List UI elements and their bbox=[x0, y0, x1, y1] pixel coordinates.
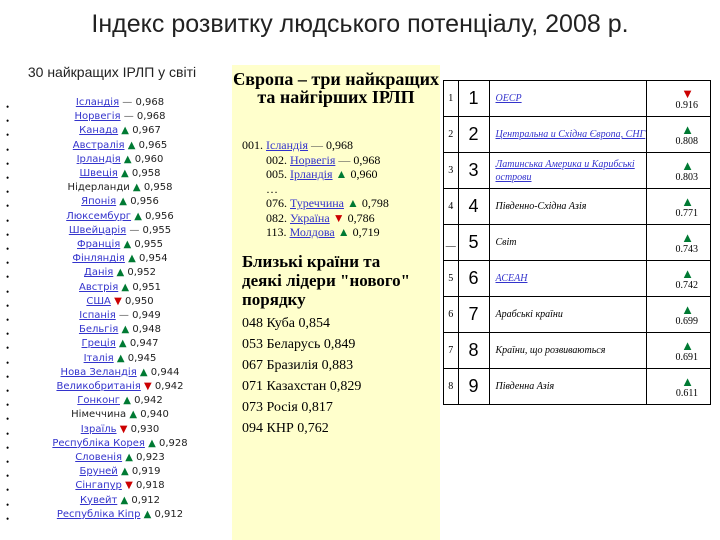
top30-heading: 30 найкращих ІРЛП у світі bbox=[27, 64, 197, 80]
row-index: 7 bbox=[444, 333, 459, 369]
region-link[interactable]: Латинська Америка и Карибські острови bbox=[495, 158, 635, 183]
country-link[interactable]: Ісландія bbox=[266, 138, 309, 152]
hdi-value: 0,968 bbox=[135, 97, 165, 108]
hdi-value: 0,923 bbox=[136, 452, 165, 463]
europe-panel bbox=[232, 65, 440, 540]
country-link[interactable]: Австралія bbox=[72, 139, 125, 151]
page-title: Індекс розвитку людського потенціалу, 2008 р. bbox=[91, 10, 629, 38]
europe-row bbox=[266, 182, 278, 196]
close-countries-heading: Близькі країни та деякі лідери "нового" порядку bbox=[242, 252, 411, 309]
trend-up-icon: ▲ bbox=[121, 281, 130, 293]
hdi-value: 0,960 bbox=[134, 153, 164, 165]
trend-up-icon: ▲ bbox=[116, 352, 125, 364]
region-row bbox=[444, 81, 711, 117]
hdi-value: 0,958 bbox=[131, 168, 161, 179]
region-name: Світ bbox=[495, 237, 517, 248]
bullet: • bbox=[6, 187, 10, 198]
country-row bbox=[20, 337, 220, 350]
country-link[interactable]: Україна bbox=[290, 210, 330, 225]
hdi-value: 0,965 bbox=[138, 139, 168, 151]
hdi-value: 0,940 bbox=[140, 409, 169, 421]
country-link[interactable]: Гонконг bbox=[77, 395, 120, 407]
country-row bbox=[20, 139, 220, 152]
country-link[interactable]: Австрія bbox=[79, 281, 119, 293]
country-link[interactable]: Італія bbox=[83, 352, 114, 364]
hdi-value: 0,928 bbox=[159, 437, 188, 449]
hdi-value: 0,719 bbox=[352, 225, 380, 239]
trend-up-icon: ▲ bbox=[121, 168, 129, 179]
country-link[interactable]: Сінгапур bbox=[75, 480, 122, 492]
bullet: • bbox=[6, 499, 10, 510]
hdi-value: 0,968 bbox=[353, 152, 381, 167]
europe-row bbox=[266, 167, 377, 181]
country-row bbox=[20, 124, 220, 137]
trend-up-icon: ▲ bbox=[148, 437, 156, 449]
hdi-value: 0,948 bbox=[132, 324, 162, 336]
trend-up-icon: ▲ bbox=[123, 239, 132, 250]
hdi-value: 0,968 bbox=[326, 138, 354, 152]
country-row bbox=[20, 210, 220, 223]
bullet: • bbox=[6, 400, 10, 411]
country-row bbox=[20, 295, 220, 308]
region-name: Південна Азія bbox=[495, 381, 555, 392]
region-value-cell bbox=[646, 153, 710, 189]
hdi-value: 0,955 bbox=[134, 239, 163, 250]
trend-up-icon: ▲ bbox=[125, 452, 133, 463]
country-link[interactable]: Ісландія bbox=[75, 97, 120, 108]
country-row bbox=[20, 408, 220, 421]
region-row bbox=[444, 153, 711, 189]
country-row bbox=[20, 181, 220, 194]
country-row bbox=[20, 394, 220, 407]
trend-eq-icon: — bbox=[311, 138, 324, 152]
regions-table bbox=[443, 80, 711, 405]
country-link[interactable]: Ірландія bbox=[76, 153, 121, 165]
country-row bbox=[20, 494, 220, 507]
hdi-value: 0,951 bbox=[132, 281, 161, 293]
region-name-cell bbox=[489, 369, 646, 405]
trend-eq-icon: — bbox=[338, 152, 351, 167]
trend-up-icon: ▲ bbox=[335, 167, 348, 181]
region-value-cell bbox=[646, 81, 710, 117]
region-name: Країни, що розвиваються bbox=[495, 345, 606, 356]
arrow-up-icon: ▲ bbox=[681, 121, 694, 137]
country-link[interactable]: Швеція bbox=[79, 168, 118, 179]
trend-eq-icon: — bbox=[123, 111, 134, 123]
bullet: • bbox=[6, 471, 10, 482]
region-hdi: 0.611 bbox=[675, 387, 698, 399]
trend-up-icon: ▲ bbox=[118, 338, 127, 350]
country-link[interactable]: Ізраїль bbox=[80, 423, 117, 435]
country-link[interactable]: Великобританія bbox=[56, 381, 141, 392]
country-link[interactable]: Канада bbox=[79, 125, 119, 137]
europe-row bbox=[242, 138, 353, 152]
country-link[interactable]: Франція bbox=[77, 239, 121, 250]
europe-row bbox=[266, 225, 380, 239]
hdi-value: 0,919 bbox=[131, 466, 161, 478]
trend-dn-icon: ▼ bbox=[144, 381, 152, 392]
trend-dn-icon: ▼ bbox=[114, 295, 122, 307]
close-country-row: 067 Бразилія 0,883 bbox=[242, 358, 354, 373]
rank-number: 076. bbox=[266, 196, 287, 210]
region-name-cell bbox=[489, 333, 646, 369]
country-row bbox=[20, 423, 220, 436]
country-link[interactable]: Бельгія bbox=[78, 324, 119, 336]
region-link[interactable]: АСЕАН bbox=[495, 273, 528, 284]
trend-dn-icon: ▼ bbox=[332, 210, 345, 225]
region-name-cell bbox=[489, 261, 646, 297]
country-row bbox=[20, 352, 220, 365]
country-name: Німеччина bbox=[71, 409, 127, 421]
bullet: • bbox=[6, 258, 10, 269]
bullet: • bbox=[6, 343, 10, 354]
region-value-cell bbox=[646, 225, 710, 261]
country-link[interactable]: Ірландія bbox=[290, 167, 333, 181]
country-link[interactable]: Данія bbox=[84, 267, 114, 279]
bullet: • bbox=[6, 414, 10, 425]
trend-up-icon: ▲ bbox=[119, 196, 127, 208]
country-row bbox=[20, 110, 220, 123]
hdi-value: 0,930 bbox=[130, 423, 160, 435]
bullet: • bbox=[6, 158, 10, 169]
country-row bbox=[20, 366, 220, 379]
region-hdi: 0.743 bbox=[675, 243, 698, 255]
region-link[interactable]: Центральна и Східна Європа, СНГ bbox=[495, 129, 646, 140]
region-name-cell bbox=[489, 153, 646, 189]
row-index: 2 bbox=[444, 117, 459, 153]
hdi-value: 0,967 bbox=[132, 125, 161, 137]
region-name-cell bbox=[489, 225, 646, 261]
arrow-up-icon: ▲ bbox=[681, 229, 694, 245]
trend-eq-icon: — bbox=[129, 224, 140, 236]
trend-up-icon: ▲ bbox=[134, 210, 142, 222]
region-value-cell bbox=[646, 297, 710, 333]
close-country-row: 048 Куба 0,854 bbox=[242, 316, 330, 331]
country-row bbox=[20, 380, 220, 393]
bullet: • bbox=[6, 215, 10, 226]
europe-row bbox=[266, 196, 389, 210]
country-name: Нідерланди bbox=[67, 182, 130, 194]
region-hdi: 0.691 bbox=[675, 351, 698, 363]
bullet: • bbox=[6, 244, 10, 254]
region-row bbox=[444, 261, 711, 297]
arrow-up-icon: ▲ bbox=[681, 193, 694, 209]
region-name: Південно-Східна Азія bbox=[495, 201, 587, 212]
row-index: 5 bbox=[444, 261, 459, 297]
hdi-value: 0,949 bbox=[132, 310, 161, 321]
hdi-value: 0,950 bbox=[124, 295, 154, 307]
region-row bbox=[444, 297, 711, 333]
region-hdi: 0.699 bbox=[675, 315, 698, 327]
rank-number: … bbox=[266, 181, 278, 196]
hdi-value: 0,952 bbox=[127, 267, 156, 279]
country-row bbox=[20, 508, 220, 521]
trend-up-icon: ▲ bbox=[347, 196, 359, 210]
region-hdi: 0.808 bbox=[675, 135, 698, 147]
hdi-value: 0,912 bbox=[154, 508, 184, 520]
region-value-cell bbox=[646, 261, 710, 297]
hdi-value: 0,956 bbox=[130, 196, 159, 208]
arrow-up-icon: ▲ bbox=[681, 301, 694, 317]
trend-eq-icon: — bbox=[122, 97, 133, 108]
country-row bbox=[20, 195, 220, 208]
country-link[interactable]: Норвегія bbox=[74, 111, 121, 123]
country-row bbox=[20, 437, 220, 450]
bullet: • bbox=[6, 130, 10, 141]
trend-up-icon: ▲ bbox=[121, 324, 130, 336]
country-row bbox=[20, 167, 220, 180]
row-index: 4 bbox=[444, 189, 459, 225]
row-index: 3 bbox=[444, 153, 459, 189]
region-name-cell bbox=[489, 81, 646, 117]
country-link[interactable]: Туреччина bbox=[290, 196, 344, 210]
trend-up-icon: ▲ bbox=[129, 409, 138, 421]
region-row bbox=[444, 117, 711, 153]
trend-up-icon: ▲ bbox=[123, 153, 132, 165]
europe-row bbox=[266, 153, 380, 167]
arrow-up-icon: ▲ bbox=[681, 157, 694, 173]
region-hdi: 0.742 bbox=[675, 279, 698, 291]
country-row bbox=[20, 238, 220, 251]
country-link[interactable]: Молдова bbox=[289, 225, 335, 239]
trend-up-icon: ▲ bbox=[128, 253, 136, 265]
bullet: • bbox=[6, 144, 10, 155]
hdi-value: 0,918 bbox=[135, 480, 165, 492]
country-link[interactable]: Нова Зеландія bbox=[60, 366, 137, 378]
country-row bbox=[20, 323, 220, 336]
europe-heading: Європа – три найкращих та найгірших ІРЛП bbox=[233, 69, 439, 107]
region-row bbox=[444, 189, 711, 225]
close-country-row: 053 Беларусь 0,849 bbox=[242, 337, 356, 352]
rank-number: 005. bbox=[266, 167, 287, 181]
region-value-cell bbox=[646, 117, 710, 153]
region-rank: 5 bbox=[458, 225, 489, 261]
country-link[interactable]: Греція bbox=[81, 338, 116, 350]
country-link[interactable]: Фінляндія bbox=[72, 253, 125, 265]
bullet: • bbox=[6, 442, 10, 453]
bullet: • bbox=[6, 329, 10, 340]
hdi-value: 0,798 bbox=[361, 196, 389, 210]
country-row bbox=[20, 451, 220, 464]
bullet: • bbox=[6, 315, 10, 325]
rank-number: 082. bbox=[266, 210, 287, 225]
arrow-up-icon: ▲ bbox=[681, 265, 694, 281]
region-rank: 7 bbox=[458, 297, 489, 333]
region-hdi: 0.803 bbox=[675, 171, 698, 183]
close-country-row: 073 Росія 0,817 bbox=[242, 400, 333, 415]
trend-dn-icon: ▼ bbox=[125, 480, 133, 492]
country-link[interactable]: Люксембург bbox=[66, 210, 132, 222]
rank-number: 113. bbox=[266, 225, 287, 239]
bullet: • bbox=[6, 272, 10, 283]
region-value-cell bbox=[646, 333, 710, 369]
trend-up-icon: ▲ bbox=[337, 225, 350, 239]
arrow-down-icon: ▼ bbox=[681, 85, 694, 101]
trend-up-icon: ▲ bbox=[127, 139, 136, 151]
hdi-value: 0,955 bbox=[142, 224, 172, 236]
rank-number: 001. bbox=[242, 138, 263, 152]
close-country-row: 071 Казахстан 0,829 bbox=[242, 379, 362, 394]
row-index: 8 bbox=[444, 369, 459, 405]
country-link[interactable]: Бруней bbox=[79, 466, 118, 478]
hdi-value: 0,958 bbox=[143, 182, 173, 194]
country-row bbox=[20, 252, 220, 265]
country-row bbox=[20, 266, 220, 279]
hdi-value: 0,954 bbox=[139, 253, 168, 265]
region-hdi: 0.916 bbox=[675, 99, 698, 111]
region-rank: 1 bbox=[458, 81, 489, 117]
country-link[interactable]: Норвегія bbox=[290, 152, 336, 167]
country-link[interactable]: Республіка Корея bbox=[52, 437, 145, 449]
trend-dn-icon: ▼ bbox=[119, 423, 128, 435]
region-link[interactable]: OECP bbox=[495, 93, 522, 104]
region-name: Арабські країни bbox=[495, 309, 563, 320]
region-row bbox=[444, 369, 711, 405]
hdi-value: 0,956 bbox=[145, 210, 174, 222]
country-link[interactable]: США bbox=[86, 295, 111, 307]
hdi-value: 0,947 bbox=[129, 338, 159, 350]
bullet: • bbox=[6, 386, 10, 396]
country-row bbox=[20, 479, 220, 492]
region-name-cell bbox=[489, 189, 646, 225]
region-row bbox=[444, 333, 711, 369]
row-index: 6 bbox=[444, 297, 459, 333]
bullet: • bbox=[6, 428, 10, 439]
region-rank: 2 bbox=[458, 117, 489, 153]
hdi-value: 0,960 bbox=[350, 167, 378, 181]
hdi-value: 0,942 bbox=[154, 381, 184, 392]
bullet: • bbox=[6, 116, 10, 127]
country-row bbox=[20, 153, 220, 166]
country-link[interactable]: Кувейт bbox=[79, 494, 118, 506]
bullet: • bbox=[6, 357, 10, 368]
trend-up-icon: ▲ bbox=[120, 494, 129, 506]
country-link[interactable]: Словенія bbox=[75, 452, 123, 463]
bullet: • bbox=[6, 457, 10, 467]
bullet: • bbox=[6, 300, 10, 311]
trend-up-icon: ▲ bbox=[121, 125, 129, 137]
country-link[interactable]: Іспанія bbox=[79, 310, 116, 321]
bullet: • bbox=[6, 102, 10, 112]
trend-up-icon: ▲ bbox=[123, 395, 131, 407]
region-rank: 9 bbox=[458, 369, 489, 405]
hdi-value: 0,945 bbox=[127, 352, 157, 364]
bullet: • bbox=[6, 173, 10, 183]
region-value-cell bbox=[646, 369, 710, 405]
hdi-value: 0,942 bbox=[134, 395, 163, 407]
region-name-cell bbox=[489, 297, 646, 333]
region-name-cell bbox=[489, 117, 646, 153]
bullet: • bbox=[6, 229, 10, 240]
bullet: • bbox=[6, 371, 10, 382]
country-link[interactable]: Швейцарія bbox=[68, 224, 127, 236]
country-row bbox=[20, 309, 220, 322]
hdi-value: 0,912 bbox=[131, 494, 161, 506]
hdi-value: 0,944 bbox=[150, 366, 180, 378]
trend-eq-icon: — bbox=[118, 310, 129, 321]
trend-up-icon: ▲ bbox=[139, 366, 148, 378]
region-rank: 3 bbox=[458, 153, 489, 189]
hdi-value: 0,786 bbox=[347, 210, 375, 225]
bullet: • bbox=[6, 286, 10, 297]
country-link[interactable]: Японія bbox=[81, 196, 117, 208]
region-rank: 6 bbox=[458, 261, 489, 297]
country-row bbox=[20, 465, 220, 478]
trend-up-icon: ▲ bbox=[120, 466, 129, 478]
country-row bbox=[20, 96, 220, 109]
row-index: __ bbox=[444, 225, 459, 261]
trend-up-icon: ▲ bbox=[143, 508, 152, 520]
country-row bbox=[20, 224, 220, 237]
trend-up-icon: ▲ bbox=[116, 267, 125, 279]
arrow-up-icon: ▲ bbox=[681, 373, 694, 389]
country-row bbox=[20, 281, 220, 294]
region-hdi: 0.771 bbox=[675, 207, 698, 219]
europe-row bbox=[266, 211, 375, 225]
region-value-cell bbox=[646, 189, 710, 225]
hdi-value: 0,968 bbox=[136, 111, 166, 123]
bullet: • bbox=[6, 485, 10, 496]
trend-up-icon: ▲ bbox=[132, 182, 141, 194]
close-country-row: 094 КНР 0,762 bbox=[242, 421, 329, 436]
country-link[interactable]: Республіка Кіпр bbox=[56, 508, 141, 520]
arrow-up-icon: ▲ bbox=[681, 337, 694, 353]
region-rank: 8 bbox=[458, 333, 489, 369]
region-rank: 4 bbox=[458, 189, 489, 225]
region-row bbox=[444, 225, 711, 261]
row-index: 1 bbox=[444, 81, 459, 117]
rank-number: 002. bbox=[266, 152, 287, 167]
bullet: • bbox=[6, 201, 10, 212]
bullet: • bbox=[6, 513, 10, 524]
